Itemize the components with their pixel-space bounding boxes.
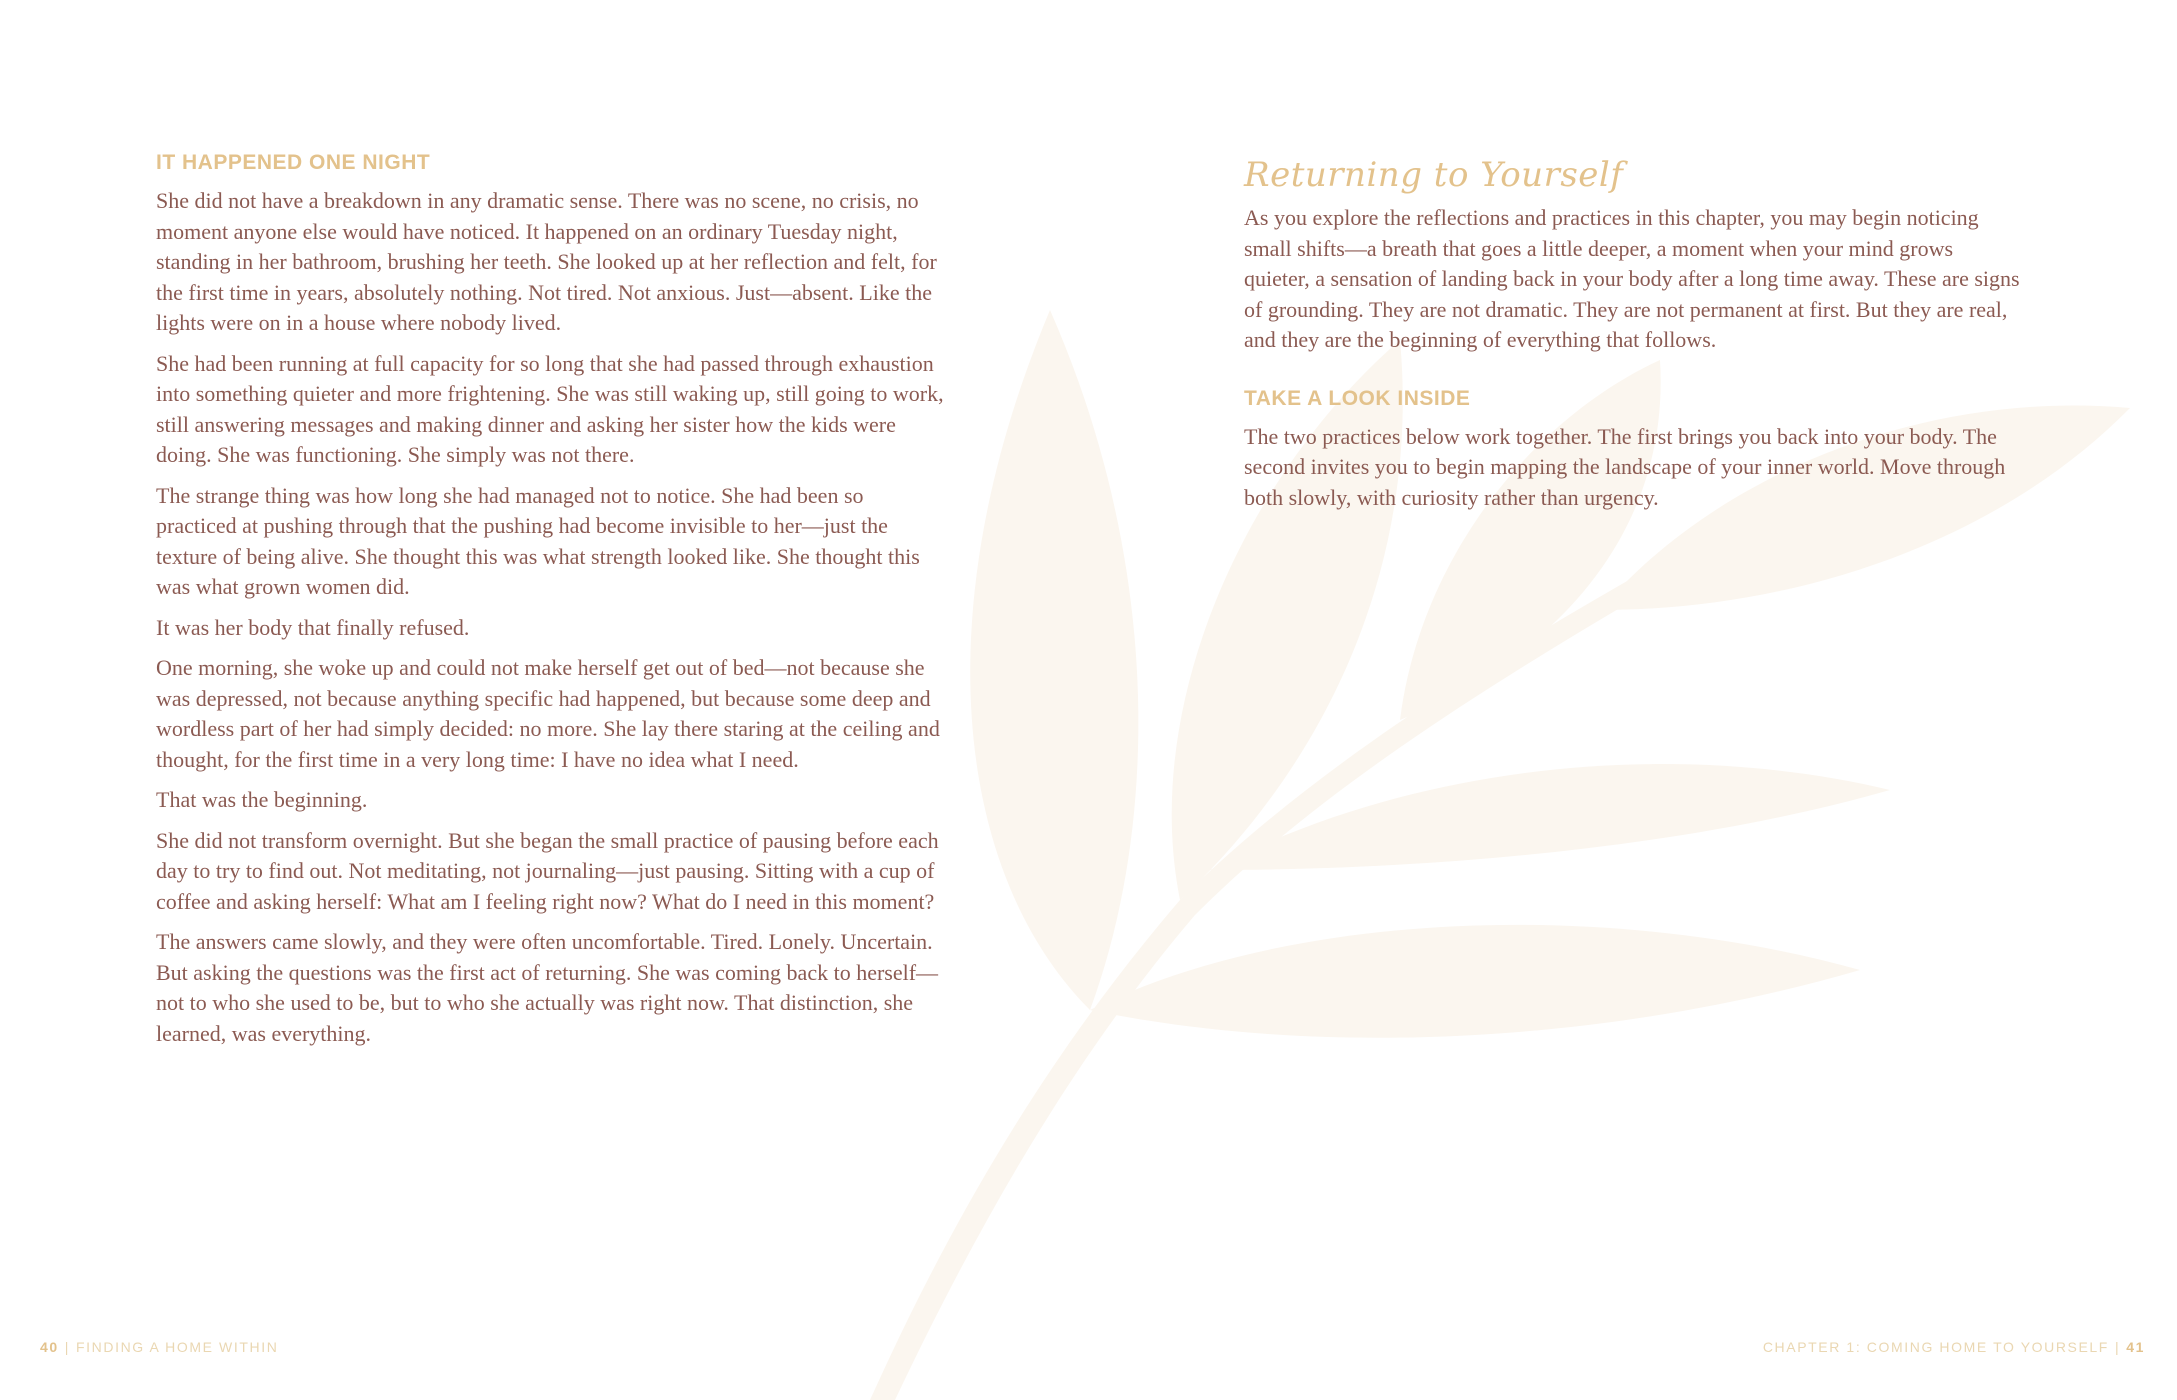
story-paragraph: That was the beginning. (156, 787, 368, 812)
section-heading: IT HAPPENED ONE NIGHT (156, 151, 431, 174)
story-paragraph: She did not have a breakdown in any dramatic sense. There was no scene, no crisis, no moment anyone else would have noticed. It happened on an ordinary Tuesday night, standing in her bathroom, brushing her teeth. She looked up at her reflection and felt, for the first time in years, absolutely nothing. Not tired. Not anxious. Just—absent. Like the lights were on in a house where nobody lived. (156, 188, 937, 335)
intro-paragraph: As you explore the reflections and practices in this chapter, you may begin noticing small shifts—a breath that goes a little deeper, a moment when your mind grows quieter, a sensation of landing back in your body after a long time away. These are signs of grounding. They are not dramatic. They are not permanent at first. But they are real, and they are the beginning of everything that follows. (1244, 205, 2020, 352)
left-footer (40, 1339, 278, 1355)
story-paragraph: She did not transform overnight. But she began the small practice of pausing before each day to try to find out. Not meditating, not journaling—just pausing. Sitting with a cup of coffee and asking herself: What am I feeling right now? What do I need in this moment? (156, 827, 939, 914)
story-paragraph: She had been running at full capacity for so long that she had passed through exhaustion into something quieter and more frightening. She was still waking up, still going to work, still answering messages and making dinner and asking her sister how the kids were doing. She was functioning. She simply was not there. (156, 350, 944, 467)
story-paragraph: One morning, she woke up and could not make herself get out of bed—not because she was depressed, not because anything specific had happened, but because some deep and wordless part of her had simply decided: no more. She lay there staring at the ceiling and thought, for the first time in a very long time: I have no idea what I need. (156, 655, 940, 772)
section-heading: TAKE A LOOK INSIDE (1244, 386, 1471, 410)
story-paragraph: It was her body that finally refused. (156, 614, 470, 640)
story-paragraph: The strange thing was how long she had managed not to notice. She had been so practiced at pushing through that the pushing had become invisible to her—just the texture of being alive. She thought this was what strength looked like. She thought this was what grown women did. (156, 482, 920, 599)
page-number: 41 (2126, 1339, 2145, 1355)
script-title: Returning to Yourself (1244, 155, 1624, 195)
footer-divider: | (2114, 1339, 2121, 1355)
section-paragraph: The two practices below work together. The first brings you back into your body. The second invites you to begin mapping the landscape of your inner world. Move through both slowly, with curiosity rather than urgency. (1244, 423, 2006, 510)
book-title: FINDING A HOME WITHIN (76, 1339, 279, 1355)
story-paragraph: The answers came slowly, and they were often uncomfortable. Tired. Lonely. Uncertain. But asking the questions was the first act of returning. She was coming back to herself—not to who she used to be, but to who she actually was right now. That distinction, she learned, was everything. (156, 929, 939, 1046)
page-number: 40 (40, 1339, 59, 1355)
footer-divider: | (64, 1339, 71, 1355)
left-page-content (156, 150, 946, 1059)
chapter-title: CHAPTER 1: COMING HOME TO YOURSELF (1762, 1339, 2109, 1355)
right-page-content (1244, 155, 2024, 523)
right-footer (1763, 1339, 2145, 1355)
